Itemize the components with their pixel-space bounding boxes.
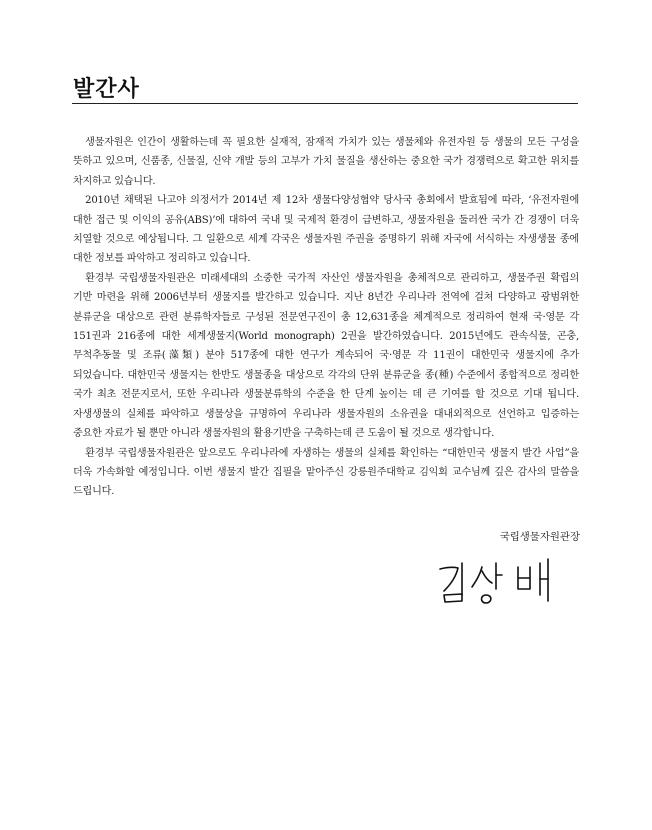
signature-block <box>380 530 580 544</box>
paragraph-4: 환경부 국립생물자원관은 앞으로도 우리나라에 자생하는 생물의 실체를 확인하는 “대한민국 생물지 발간 사업”을 더욱 가속화할 예정입니다. 이번 생물지 발간 집필을 맡아주신 강릉원주대학교 김익회 교수님께 깊은 감사의 말씀을 드립니다. <box>73 447 579 498</box>
document-body <box>73 133 579 502</box>
paragraph-3: 환경부 국립생물자원관은 미래세대의 소중한 국가적 자산인 생물자원을 총체적으로 관리하고, 생물주권 확립의 기반 마련을 위해 2006년부터 생물지를 발간하고 있습니다. 지난 8년간 우리나라 전역에 걸쳐 다양하고 광범위한 분류군을 대상으로 관련 분류학자들로 구성된 전문연구진이 총 12,631종을 체계적으로 정리하여 현재 국·영문 각 151권과 216종에 대한 세계생물지(World monograph) 2권을 발간하였습니다. 2015년에도 관속식물, 곤충, 무척추동물 및 조류(藻類) 분야 517종에 대한 연구가 계속되어 국·영문 각 11권이 대한민국 생물지에 추가 되었습니다. 대한민국 생물지는 한반도 생물종을 대상으로 각각의 단위 분류군을 종(種) 수준에서 종합적으로 정리한 국가 최초 전문지로서, 또한 우리나라 생물분류학의 수준을 한 단계 높이는 데 큰 기여를 할 것으로 기대 됩니다. 자생생물의 실체를 파악하고 생물상을 규명하여 우리나라 생물자원의 소유권을 대내외적으로 선언하고 입증하는 중요한 자료가 될 뿐만 아니라 생물자원의 활용기반을 구축하는데 큰 도움이 될 것으로 생각합니다. <box>73 272 579 440</box>
paragraph-2: 2010년 채택된 나고야 의정서가 2014년 제 12차 생물다양성협약 당사국 총회에서 발효됨에 따라, ‘유전자원에 대한 접근 및 이익의 공유(ABS)’에 대하여 국내 및 국제적 환경이 급변하고, 생물자원을 둘러싼 국가 간 경쟁이 더욱 치열할 것으로 예상됩니다. 그 일환으로 세계 각국은 생물자원 주권을 증명하기 위해 자국에 서식하는 자생생물 종에 대한 정보를 파악하고 정리하고 있습니다. <box>73 195 579 265</box>
title-divider <box>72 103 578 104</box>
paragraph-1: 생물자원은 인간이 생활하는데 꼭 필요한 실재적, 잠재적 가치가 있는 생물체와 유전자원 등 생물의 모든 구성을 뜻하고 있으며, 신품종, 신물질, 신약 개발 등의 고부가 가치 물질을 생산하는 중요한 국가 경쟁력으로 확고한 위치를 차지하고 있습니다. <box>73 137 579 187</box>
handwritten-signature <box>436 555 566 605</box>
signer-title: 국립생물자원관장 <box>499 531 580 543</box>
page-title: 발간사 <box>73 77 140 102</box>
